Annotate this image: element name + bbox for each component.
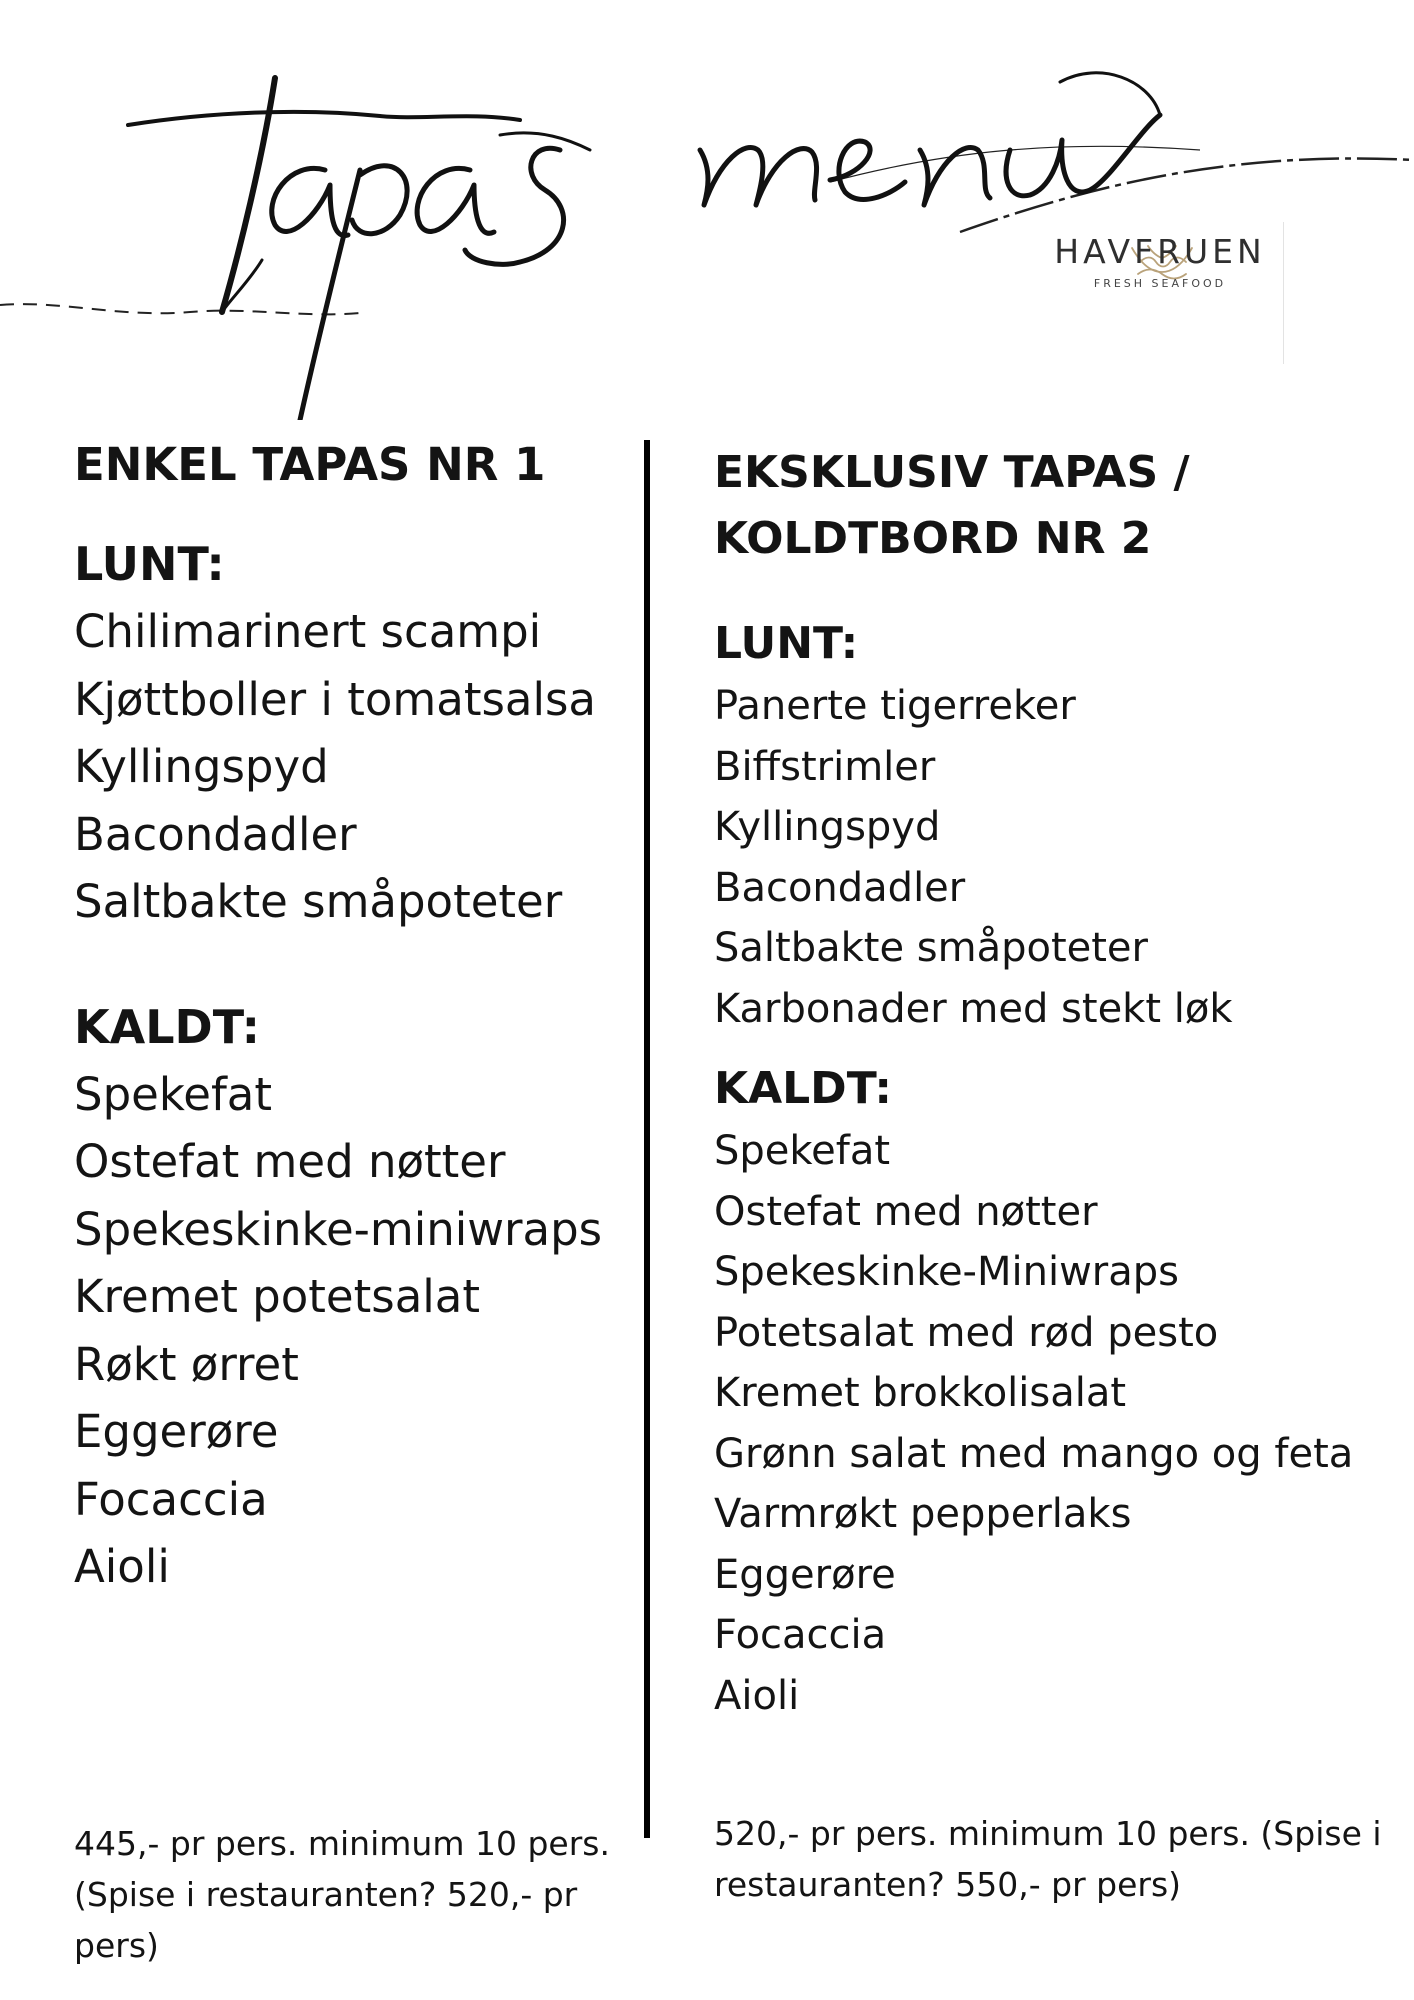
menu-item: Spekeskinke-miniwraps <box>74 1202 603 1256</box>
menu-item: Saltbakte småpoteter <box>714 925 1148 971</box>
menu-item: Bacondadler <box>714 864 966 911</box>
menu1-price <box>74 1818 644 1971</box>
menu-item: Ostefat med nøtter <box>74 1135 506 1188</box>
brand-name: HAVFRUEN <box>1054 232 1266 271</box>
menu-item: Focaccia <box>74 1472 268 1526</box>
brand-logo <box>1040 232 1280 290</box>
menu1-cold-list <box>74 1061 634 1601</box>
menu-item: Kremet potetsalat <box>74 1270 480 1323</box>
header <box>0 0 1414 420</box>
menu2-title-line: KOLDTBORD NR 2 <box>714 513 1152 564</box>
price-line: (Spise i restauranten? 520,- pr <box>74 1875 578 1914</box>
menu-item: Røkt ørret <box>74 1337 299 1391</box>
menu-item: Chilimarinert scampi <box>74 605 542 658</box>
menu-item: Eggerøre <box>714 1551 896 1598</box>
menu-column-1 <box>74 432 634 1601</box>
script-word-menu <box>700 73 1160 205</box>
menu-item: Kyllingspyd <box>714 804 941 850</box>
menu-item: Bacondadler <box>74 807 357 861</box>
menu-item: Potetsalat med rød pesto <box>714 1309 1219 1356</box>
price-line: restauranten? 550,- pr pers) <box>714 1865 1182 1904</box>
logo-divider <box>1283 222 1284 364</box>
menu2-warm-list <box>714 676 1394 1039</box>
column-divider <box>644 440 650 1838</box>
menu-item: Karbonader med stekt løk <box>714 985 1233 1032</box>
tapas-menu-script-title <box>0 0 1414 420</box>
menu-item: Aioli <box>74 1540 170 1593</box>
price-line: 520,- pr pers. minimum 10 pers. (Spise i <box>714 1814 1382 1853</box>
wave-line-thin <box>830 146 1200 182</box>
menu-item: Grønn salat med mango og feta <box>714 1430 1354 1477</box>
menu-item: Aioli <box>714 1672 800 1719</box>
menu2-title-line: EKSKLUSIV TAPAS / <box>714 447 1190 498</box>
wave-line-left <box>0 304 360 314</box>
menu-item: Ostefat med nøtter <box>714 1188 1098 1235</box>
menu1-title: ENKEL TAPAS NR 1 <box>74 438 546 491</box>
menu2-warm-heading: LUNT: <box>714 618 859 669</box>
menu-item: Focaccia <box>714 1612 887 1658</box>
menu1-cold-heading: KALDT: <box>74 999 260 1054</box>
menu-item: Kremet brokkolisalat <box>714 1370 1127 1416</box>
menu2-cold-list <box>714 1121 1394 1726</box>
menu-item: Spekefat <box>714 1128 891 1174</box>
menu-item: Biffstrimler <box>714 743 936 790</box>
brand-tagline: FRESH SEAFOOD <box>1093 277 1227 290</box>
menu-column-2 <box>714 440 1394 1726</box>
menu-item: Varmrøkt pepperlaks <box>714 1491 1132 1537</box>
menu-item: Saltbakte småpoteter <box>74 875 563 928</box>
menu-item: Eggerøre <box>74 1405 279 1458</box>
menu1-warm-list <box>74 598 634 936</box>
menu2-title <box>714 440 1394 572</box>
price-line: 445,- pr pers. minimum 10 pers. <box>74 1824 610 1863</box>
price-line: pers) <box>74 1926 159 1965</box>
menu-item: Spekeskinke-Miniwraps <box>714 1249 1179 1295</box>
menu-item: Spekefat <box>74 1067 273 1121</box>
script-word-tapas <box>128 78 590 420</box>
menu1-warm-heading: LUNT: <box>74 537 225 591</box>
menu2-cold-heading: KALDT: <box>714 1063 892 1114</box>
menu-item: Kjøttboller i tomatsalsa <box>74 672 597 726</box>
menu-item: Panerte tigerreker <box>714 683 1076 729</box>
menu-item: Kyllingspyd <box>74 740 329 793</box>
menu2-price <box>714 1808 1404 1910</box>
